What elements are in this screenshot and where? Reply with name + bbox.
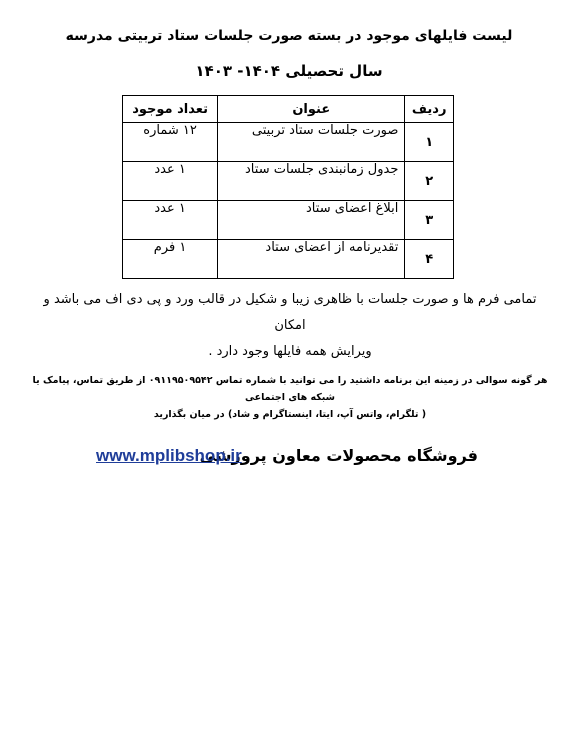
table-row (123, 201, 454, 240)
files-table (122, 95, 454, 279)
row-number: ۳ (405, 201, 454, 240)
description-paragraph (30, 287, 550, 365)
column-header-row-number: ردیف (405, 96, 454, 123)
row-count: ۱۲ شماره (123, 123, 218, 162)
row-count: ۱ عدد (123, 162, 218, 201)
table-header-row (123, 96, 454, 123)
shop-name: فروشگاه محصولات معاون پرورشی (199, 446, 478, 465)
description-line: تمامی فرم ها و صورت جلسات با ظاهری زیبا و شکیل در قالب ورد و پی دی اف می باشد و امکان (43, 292, 537, 333)
description-line: ویرایش همه فایلها وجود دارد . (208, 344, 372, 359)
document-title: لیست فایلهای موجود در بسته صورت جلسات ستاد تربیتی مدرسه (65, 28, 513, 44)
academic-year: سال تحصیلی ۱۴۰۴- ۱۴۰۳ (195, 62, 383, 80)
contact-note (30, 372, 550, 423)
row-number: ۱ (405, 123, 454, 162)
row-number: ۴ (405, 240, 454, 279)
row-title: صورت جلسات ستاد تربیتی (218, 123, 405, 162)
contact-line: ( تلگرام، واتس آپ، ایتا، اینستاگرام و شاد) در میان بگذارید (153, 409, 427, 420)
row-count: ۱ عدد (123, 201, 218, 240)
contact-line: هر گونه سوالی در زمینه این برنامه داشتید را می توانید با شماره تماس ۰۹۱۱۹۵۰۹۵۴۲ از طریق تماس، پیامک یا شبکه های اجتماعی (32, 375, 548, 403)
row-title: جدول زمانبندی جلسات ستاد (218, 162, 405, 201)
row-title: ابلاغ اعضای ستاد (218, 201, 405, 240)
row-count: ۱ فرم (123, 240, 218, 279)
row-number: ۲ (405, 162, 454, 201)
shop-link[interactable]: www.mplibshop.ir (96, 446, 242, 465)
table-row (123, 123, 454, 162)
table-row (123, 240, 454, 279)
column-header-count: تعداد موجود (123, 96, 218, 123)
column-header-title: عنوان (218, 96, 405, 123)
row-title: تقدیرنامه از اعضای ستاد (218, 240, 405, 279)
table-row (123, 162, 454, 201)
